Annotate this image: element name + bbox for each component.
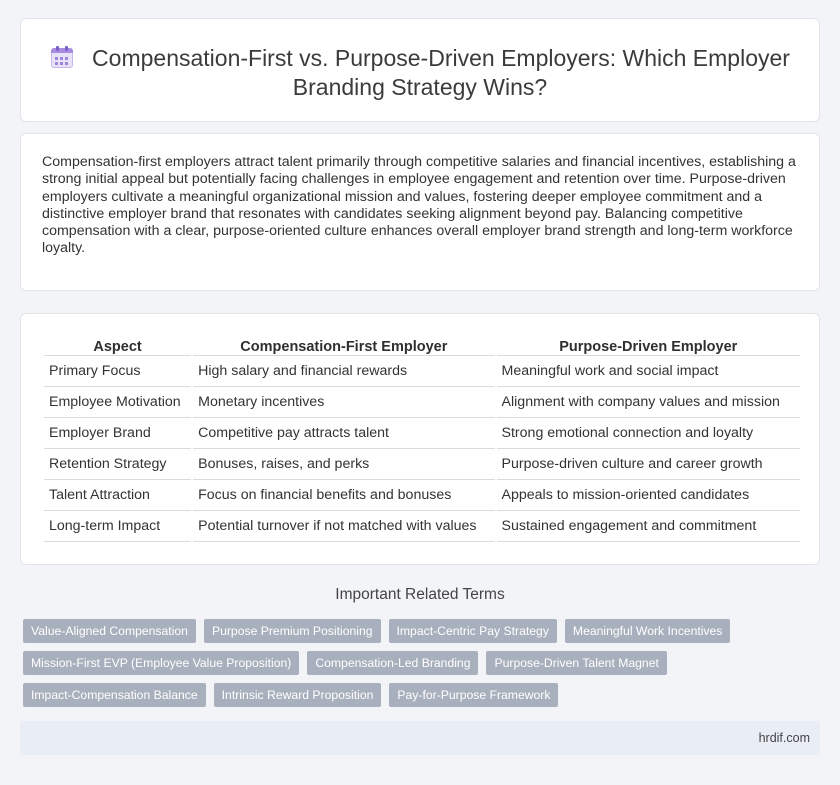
table-cell-purpose: Sustained engagement and commitment — [497, 511, 800, 542]
related-terms-heading: Important Related Terms — [335, 586, 505, 603]
table-cell-compensation: Competitive pay attracts talent — [193, 418, 494, 449]
related-term-tag[interactable]: Mission-First EVP (Employee Value Proposition) — [23, 651, 299, 675]
table-cell-aspect: Talent Attraction — [44, 480, 191, 511]
table-cell-purpose: Alignment with company values and mission — [497, 387, 800, 418]
table-cell-aspect: Primary Focus — [44, 356, 191, 387]
related-terms-tags — [23, 619, 823, 715]
related-term-tag[interactable]: Pay-for-Purpose Framework — [389, 683, 558, 707]
related-term-tag[interactable]: Meaningful Work Incentives — [565, 619, 730, 643]
table-cell-compensation: Monetary incentives — [193, 387, 494, 418]
footer-site-link[interactable]: hrdif.com — [758, 731, 810, 745]
related-term-tag[interactable]: Value-Aligned Compensation — [23, 619, 196, 643]
page-title: Compensation-First vs. Purpose-Driven Employers: Which Employer Branding Strategy Wins? — [92, 45, 790, 100]
header-aspect: Aspect — [44, 334, 191, 356]
related-term-tag[interactable]: Impact-Centric Pay Strategy — [389, 619, 557, 643]
header-compensation-first: Compensation-First Employer — [193, 334, 494, 356]
intro-paragraph: Compensation-first employers attract talent primarily through competitive salaries and financial incentives, establishing a strong initial appeal but potentially facing challenges in employee engagement and retention over time. Purpose-driven employers cultivate a meaningful organizational mission and values, fostering deeper employee commitment and a distinctive employer brand that resonates with candidates seeking alignment beyond pay. Balancing competitive compensation with a clear, purpose-oriented culture enhances overall employer brand strength and long-term workforce loyalty. — [42, 154, 796, 257]
table-header-row — [44, 334, 800, 356]
table-cell-compensation: High salary and financial rewards — [193, 356, 494, 387]
table-cell-compensation: Focus on financial benefits and bonuses — [193, 480, 494, 511]
table-cell-purpose: Strong emotional connection and loyalty — [497, 418, 800, 449]
table-cell-aspect: Long-term Impact — [44, 511, 191, 542]
table-cell-purpose: Meaningful work and social impact — [497, 356, 800, 387]
related-term-tag[interactable]: Compensation-Led Branding — [307, 651, 478, 675]
table-row — [44, 480, 800, 511]
comparison-table-card — [20, 313, 820, 565]
table-cell-purpose: Purpose-driven culture and career growth — [497, 449, 800, 480]
tag-row — [23, 619, 823, 643]
table-row — [44, 449, 800, 480]
table-cell-aspect: Employee Motivation — [44, 387, 191, 418]
table-cell-aspect: Retention Strategy — [44, 449, 191, 480]
table-cell-compensation: Potential turnover if not matched with values — [193, 511, 494, 542]
related-term-tag[interactable]: Purpose Premium Positioning — [204, 619, 381, 643]
footer — [20, 721, 820, 755]
header-purpose-driven: Purpose-Driven Employer — [497, 334, 800, 356]
table-cell-purpose: Appeals to mission-oriented candidates — [497, 480, 800, 511]
title-card — [20, 18, 820, 122]
table-row — [44, 418, 800, 449]
comparison-table — [42, 334, 802, 542]
tag-row — [23, 651, 823, 675]
table-row — [44, 511, 800, 542]
table-row — [44, 356, 800, 387]
table-row — [44, 387, 800, 418]
related-term-tag[interactable]: Intrinsic Reward Proposition — [214, 683, 382, 707]
table-cell-aspect: Employer Brand — [44, 418, 191, 449]
related-term-tag[interactable]: Purpose-Driven Talent Magnet — [486, 651, 666, 675]
table-cell-compensation: Bonuses, raises, and perks — [193, 449, 494, 480]
tag-row — [23, 683, 823, 707]
calendar-icon — [50, 46, 74, 68]
page-title-container — [21, 44, 819, 102]
intro-card — [20, 133, 820, 291]
related-term-tag[interactable]: Impact-Compensation Balance — [23, 683, 206, 707]
